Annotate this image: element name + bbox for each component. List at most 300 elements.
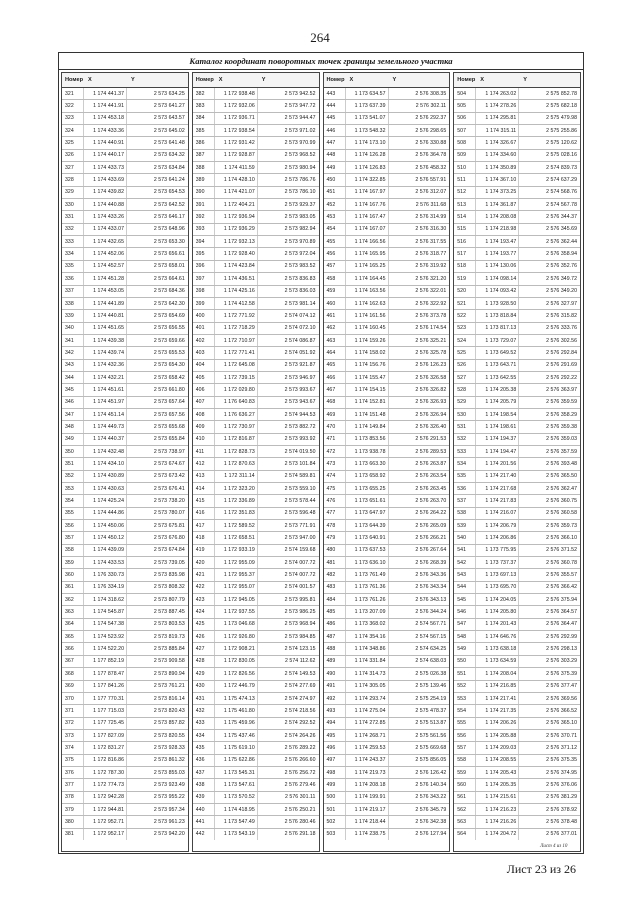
cell-x: 1 172 351.83	[215, 508, 258, 519]
table-header	[62, 73, 188, 88]
cell-number: 354	[62, 495, 84, 506]
cell-x: 1 172 816.87	[215, 434, 258, 445]
cell-number: 357	[62, 532, 84, 543]
cell-number: 560	[454, 779, 476, 790]
cell-y: 2 573 655.68	[153, 423, 185, 430]
cell-x: 1 172 936.71	[215, 113, 258, 124]
cell-x: 1 174 263.02	[476, 88, 519, 99]
cell-y: 2 573 653.30	[153, 238, 185, 245]
cell-x: 1 174 425.16	[215, 286, 258, 297]
table-row	[62, 347, 188, 359]
table-row	[454, 557, 580, 569]
table-row	[62, 520, 188, 532]
cell-x: 1 174 208.18	[346, 779, 389, 790]
table-row	[454, 792, 580, 804]
cell-y: 2 573 674.84	[153, 547, 185, 554]
cell-y: 2 573 642.30	[153, 300, 185, 307]
cell-number: 356	[62, 520, 84, 531]
cell-number: 452	[324, 199, 346, 210]
cell-number: 441	[193, 816, 215, 827]
cell-y: 2 573 786.10	[284, 189, 316, 196]
cell-x: 1 173 547.61	[215, 779, 258, 790]
cell-y: 2 573 658.42	[153, 374, 185, 381]
cell-y: 2 576 458.32	[415, 164, 447, 171]
cell-x: 1 174 430.63	[84, 483, 127, 494]
cell-x: 1 174 440.88	[84, 199, 127, 210]
cell-y: 2 573 656.55	[153, 325, 185, 332]
sheet-stamp: Лист 4 из 10	[540, 844, 568, 849]
cell-x: 1 174 444.86	[84, 508, 127, 519]
table-row	[62, 137, 188, 149]
cell-number: 335	[62, 261, 84, 272]
cell-number: 367	[62, 656, 84, 667]
table-row	[193, 495, 319, 507]
cell-x: 1 172 589.52	[215, 520, 258, 531]
table-row	[62, 199, 188, 211]
cell-number: 533	[454, 446, 476, 457]
table-row	[62, 421, 188, 433]
table-row	[454, 693, 580, 705]
header-y: Y	[261, 77, 266, 83]
coordinate-catalog	[58, 52, 584, 854]
cell-x: 1 172 928.87	[215, 150, 258, 161]
cell-x: 1 174 451.61	[84, 384, 127, 395]
table-row	[454, 594, 580, 606]
table-row	[454, 162, 580, 174]
cell-x: 1 173 663.30	[346, 458, 389, 469]
cell-x: 1 172 908.21	[215, 643, 258, 654]
cell-x: 1 172 952.71	[84, 816, 127, 827]
cell-number: 505	[454, 100, 476, 111]
cell-y: 2 573 641.24	[153, 177, 185, 184]
cell-x: 1 174 361.87	[476, 199, 519, 210]
cell-number: 490	[324, 668, 346, 679]
cell-number: 544	[454, 582, 476, 593]
cell-number: 479	[324, 532, 346, 543]
table-row	[193, 742, 319, 754]
cell-number: 400	[193, 310, 215, 321]
cell-number: 439	[193, 792, 215, 803]
cell-y: 2 576 174.54	[415, 325, 447, 332]
cell-number: 549	[454, 643, 476, 654]
cell-y: 2 576 292.84	[546, 349, 577, 356]
cell-number: 451	[324, 187, 346, 198]
cell-x: 1 172 944.81	[84, 804, 127, 815]
table-row	[324, 174, 450, 186]
cell-x: 1 173 543.19	[215, 829, 258, 840]
table-row	[454, 742, 580, 754]
cell-x: 1 172 404.21	[215, 199, 258, 210]
table-row	[324, 323, 450, 335]
table-row	[324, 668, 450, 680]
table-row	[62, 335, 188, 347]
cell-x: 1 174 433.26	[84, 211, 127, 222]
table-row	[62, 88, 188, 100]
table-row	[454, 187, 580, 199]
cell-number: 485	[324, 606, 346, 617]
cell-y: 2 573 970.89	[284, 238, 316, 245]
cell-number: 500	[324, 792, 346, 803]
cell-y: 2 576 393.48	[546, 460, 577, 467]
cell-number: 372	[62, 718, 84, 729]
cell-y: 2 576 325.78	[415, 349, 447, 356]
cell-number: 425	[193, 619, 215, 630]
table-row	[193, 125, 319, 137]
cell-x: 1 172 933.19	[215, 545, 258, 556]
cell-y: 2 576 279.46	[284, 781, 316, 788]
cell-x: 1 174 217.68	[476, 483, 519, 494]
cell-x: 1 174 167.47	[346, 211, 389, 222]
cell-number: 480	[324, 545, 346, 556]
cell-number: 450	[324, 174, 346, 185]
table-row	[324, 248, 450, 260]
table-header	[193, 73, 319, 88]
cell-x: 1 174 126.28	[346, 150, 389, 161]
cell-x: 1 172 828.73	[215, 446, 258, 457]
table-row	[193, 434, 319, 446]
table-row	[324, 508, 450, 520]
cell-x: 1 174 201.43	[476, 619, 519, 630]
table-row	[62, 224, 188, 236]
cell-y: 2 575 139.46	[415, 683, 447, 690]
cell-y: 2 576 268.39	[415, 559, 447, 566]
cell-x: 1 174 354.16	[346, 631, 389, 642]
cell-x: 1 174 305.05	[346, 681, 389, 692]
cell-y: 2 573 955.22	[153, 794, 185, 801]
table-row	[193, 718, 319, 730]
cell-number: 550	[454, 656, 476, 667]
cell-y: 2 573 786.76	[284, 177, 316, 184]
cell-y: 2 575 682.18	[546, 103, 577, 110]
cell-number: 442	[193, 829, 215, 840]
cell-y: 2 574 567.15	[415, 633, 447, 640]
table-row	[193, 829, 319, 840]
cell-y: 2 573 816.14	[153, 695, 185, 702]
table-row	[324, 125, 450, 137]
cell-number: 469	[324, 409, 346, 420]
header-y: Y	[392, 77, 397, 83]
table-row	[193, 273, 319, 285]
cell-y: 2 573 676.80	[153, 535, 185, 542]
cell-y: 2 573 559.10	[284, 485, 316, 492]
cell-x: 1 174 268.71	[346, 730, 389, 741]
cell-number: 540	[454, 532, 476, 543]
cell-y: 2 576 365.10	[546, 720, 577, 727]
table-row	[193, 792, 319, 804]
cell-number: 389	[193, 174, 215, 185]
cell-y: 2 573 861.32	[153, 757, 185, 764]
table-row	[454, 458, 580, 470]
cell-x: 1 174 217.83	[476, 495, 519, 506]
cell-y: 2 576 127.94	[415, 831, 447, 838]
cell-y: 2 576 280.46	[284, 818, 316, 825]
cell-number: 352	[62, 471, 84, 482]
cell-y: 2 574 277.69	[284, 683, 316, 690]
cell-number: 407	[193, 397, 215, 408]
cell-y: 2 575 852.78	[546, 90, 577, 97]
cell-y: 2 576 359.38	[546, 423, 577, 430]
cell-x: 1 174 215.61	[476, 792, 519, 803]
cell-y: 2 573 947.72	[284, 103, 316, 110]
cell-number: 516	[454, 236, 476, 247]
cell-number: 431	[193, 693, 215, 704]
cell-y: 2 576 321.20	[415, 275, 447, 282]
cell-number: 498	[324, 767, 346, 778]
table-row	[62, 236, 188, 248]
cell-y: 2 576 289.22	[284, 744, 316, 751]
cell-y: 2 573 836.83	[284, 275, 316, 282]
cell-number: 399	[193, 298, 215, 309]
table-row	[193, 446, 319, 458]
table-row	[454, 520, 580, 532]
cell-number: 423	[193, 594, 215, 605]
cell-x: 1 174 163.56	[346, 286, 389, 297]
cell-x: 1 174 453.18	[84, 113, 127, 124]
table-row	[324, 656, 450, 668]
cell-y: 2 576 349.72	[546, 275, 577, 282]
cell-x: 1 174 441.91	[84, 100, 127, 111]
cell-y: 2 573 676.41	[153, 485, 185, 492]
cell-y: 2 576 375.94	[546, 596, 577, 603]
table-row	[324, 569, 450, 581]
table-row	[324, 224, 450, 236]
cell-y: 2 573 982.94	[284, 226, 316, 233]
table-row	[62, 261, 188, 273]
cell-y: 2 573 654.30	[153, 362, 185, 369]
cell-y: 2 576 343.36	[415, 572, 447, 579]
cell-number: 408	[193, 409, 215, 420]
cell-number: 344	[62, 372, 84, 383]
cell-y: 2 575 513.87	[415, 720, 447, 727]
cell-y: 2 576 378.48	[546, 818, 577, 825]
cell-x: 1 174 367.10	[476, 174, 519, 185]
cell-x: 1 174 160.45	[346, 323, 389, 334]
cell-y: 2 574 112.62	[284, 658, 316, 665]
cell-number: 362	[62, 594, 84, 605]
cell-number: 489	[324, 656, 346, 667]
cell-y: 2 575 255.86	[546, 127, 577, 134]
table-row	[193, 643, 319, 655]
cell-y: 2 574 149.53	[284, 670, 316, 677]
cell-number: 502	[324, 816, 346, 827]
cell-x: 1 174 166.56	[346, 236, 389, 247]
cell-x: 1 173 658.92	[346, 471, 389, 482]
cell-number: 542	[454, 557, 476, 568]
cell-x: 1 174 201.56	[476, 458, 519, 469]
cell-number: 327	[62, 162, 84, 173]
table-body	[193, 88, 319, 851]
table-row	[454, 804, 580, 816]
cell-number: 530	[454, 409, 476, 420]
cell-y: 2 576 291.18	[284, 831, 316, 838]
cell-x: 1 177 725.45	[84, 718, 127, 729]
cell-number: 388	[193, 162, 215, 173]
cell-number: 343	[62, 360, 84, 371]
cell-y: 2 573 641.27	[153, 103, 185, 110]
cell-y: 2 574 274.97	[284, 695, 316, 702]
cell-x: 1 174 204.72	[476, 829, 519, 840]
cell-y: 2 573 659.66	[153, 337, 185, 344]
cell-y: 2 574 007.72	[284, 559, 316, 566]
cell-y: 2 576 298.65	[415, 127, 447, 134]
table-row	[62, 681, 188, 693]
table-row	[62, 174, 188, 186]
coordinate-table-1	[61, 72, 189, 852]
cell-y: 2 576 352.76	[546, 263, 577, 270]
cell-number: 342	[62, 347, 84, 358]
table-row	[324, 335, 450, 347]
cell-x: 1 174 522.20	[84, 643, 127, 654]
table-row	[454, 199, 580, 211]
cell-y: 2 574 567.71	[415, 621, 447, 628]
cell-x: 1 174 155.47	[346, 372, 389, 383]
cell-number: 333	[62, 236, 84, 247]
cell-y: 2 573 885.84	[153, 646, 185, 653]
cell-x: 1 174 432.65	[84, 236, 127, 247]
table-row	[62, 569, 188, 581]
cell-number: 447	[324, 137, 346, 148]
table-row	[193, 360, 319, 372]
cell-number: 459	[324, 286, 346, 297]
table-row	[193, 545, 319, 557]
cell-number: 537	[454, 495, 476, 506]
cell-y: 2 576 298.13	[546, 646, 577, 653]
table-row	[193, 656, 319, 668]
table-row	[62, 693, 188, 705]
table-row	[454, 323, 580, 335]
sheet-footer: Лист 23 из 26	[506, 862, 576, 876]
cell-number: 346	[62, 397, 84, 408]
table-row	[454, 508, 580, 520]
table-row	[454, 545, 580, 557]
cell-y: 2 576 370.71	[546, 732, 577, 739]
cell-x: 1 174 152.81	[346, 397, 389, 408]
table-row	[62, 397, 188, 409]
cell-number: 331	[62, 211, 84, 222]
cell-x: 1 174 275.04	[346, 705, 389, 716]
cell-y: 2 574 072.10	[284, 325, 316, 332]
cell-y: 2 573 929.37	[284, 201, 316, 208]
cell-x: 1 173 928.50	[476, 298, 519, 309]
table-row	[454, 174, 580, 186]
cell-x: 1 172 816.86	[84, 755, 127, 766]
cell-y: 2 575 026.38	[415, 670, 447, 677]
cell-number: 463	[324, 335, 346, 346]
cell-x: 1 174 167.97	[346, 187, 389, 198]
cell-y: 2 576 318.77	[415, 251, 447, 258]
cell-x: 1 173 647.97	[346, 508, 389, 519]
table-row	[454, 360, 580, 372]
cell-number: 420	[193, 557, 215, 568]
cell-x: 1 172 932.06	[215, 100, 258, 111]
cell-y: 2 574 568.76	[546, 189, 577, 196]
cell-y: 2 576 342.38	[415, 818, 447, 825]
cell-y: 2 576 364.78	[415, 152, 447, 159]
coordinate-table-2	[192, 72, 320, 852]
cell-y: 2 576 374.95	[546, 769, 577, 776]
cell-y: 2 576 265.09	[415, 522, 447, 529]
table-row	[193, 458, 319, 470]
table-row	[62, 816, 188, 828]
cell-x: 1 172 870.63	[215, 458, 258, 469]
cell-x: 1 174 295.81	[476, 113, 519, 124]
cell-x: 1 174 433.73	[84, 162, 127, 173]
cell-number: 538	[454, 508, 476, 519]
cell-x: 1 174 205.79	[476, 397, 519, 408]
table-row	[454, 261, 580, 273]
cell-x: 1 172 787.30	[84, 767, 127, 778]
cell-number: 507	[454, 125, 476, 136]
table-row	[324, 755, 450, 767]
cell-y: 2 573 578.44	[284, 498, 316, 505]
cell-y: 2 575 669.68	[415, 744, 447, 751]
cell-x: 1 174 373.25	[476, 187, 519, 198]
cell-number: 424	[193, 606, 215, 617]
table-row	[324, 483, 450, 495]
cell-y: 2 573 739.05	[153, 559, 185, 566]
table-row	[193, 557, 319, 569]
cell-x: 1 174 545.87	[84, 606, 127, 617]
cell-number: 429	[193, 668, 215, 679]
cell-x: 1 176 334.19	[84, 582, 127, 593]
cell-y: 2 573 655.84	[153, 436, 185, 443]
cell-x: 1 173 634.59	[476, 656, 519, 667]
cell-y: 2 576 344.24	[415, 609, 447, 616]
table-row	[324, 582, 450, 594]
cell-number: 472	[324, 446, 346, 457]
cell-number: 534	[454, 458, 476, 469]
cell-number: 419	[193, 545, 215, 556]
cell-number: 460	[324, 298, 346, 309]
table-row	[454, 409, 580, 421]
cell-x: 1 176 640.83	[215, 397, 258, 408]
table-row	[324, 286, 450, 298]
cell-x: 1 174 432.21	[84, 372, 127, 383]
cell-number: 355	[62, 508, 84, 519]
cell-number: 495	[324, 730, 346, 741]
table-body	[454, 88, 580, 851]
cell-number: 470	[324, 421, 346, 432]
cell-y: 2 573 674.67	[153, 460, 185, 467]
table-row	[193, 298, 319, 310]
cell-y: 2 576 349.20	[546, 288, 577, 295]
cell-x: 1 172 955.07	[215, 582, 258, 593]
cell-x: 1 174 428.10	[215, 174, 258, 185]
cell-number: 541	[454, 545, 476, 556]
table-row	[62, 100, 188, 112]
cell-number: 381	[62, 829, 84, 840]
table-row	[62, 360, 188, 372]
cell-number: 509	[454, 150, 476, 161]
cell-y: 2 576 343.22	[415, 794, 447, 801]
cell-x: 1 174 450.12	[84, 532, 127, 543]
cell-number: 398	[193, 286, 215, 297]
cell-number: 511	[454, 174, 476, 185]
cell-x: 1 174 547.38	[84, 619, 127, 630]
cell-number: 462	[324, 323, 346, 334]
cell-number: 521	[454, 298, 476, 309]
table-row	[62, 495, 188, 507]
table-row	[324, 409, 450, 421]
cell-x: 1 174 433.36	[84, 125, 127, 136]
cell-x: 1 174 322.85	[346, 174, 389, 185]
cell-number: 328	[62, 174, 84, 185]
cell-number: 523	[454, 323, 476, 334]
cell-x: 1 172 931.42	[215, 137, 258, 148]
header-y: Y	[131, 77, 135, 83]
cell-y: 2 576 256.72	[284, 769, 316, 776]
cell-number: 363	[62, 606, 84, 617]
